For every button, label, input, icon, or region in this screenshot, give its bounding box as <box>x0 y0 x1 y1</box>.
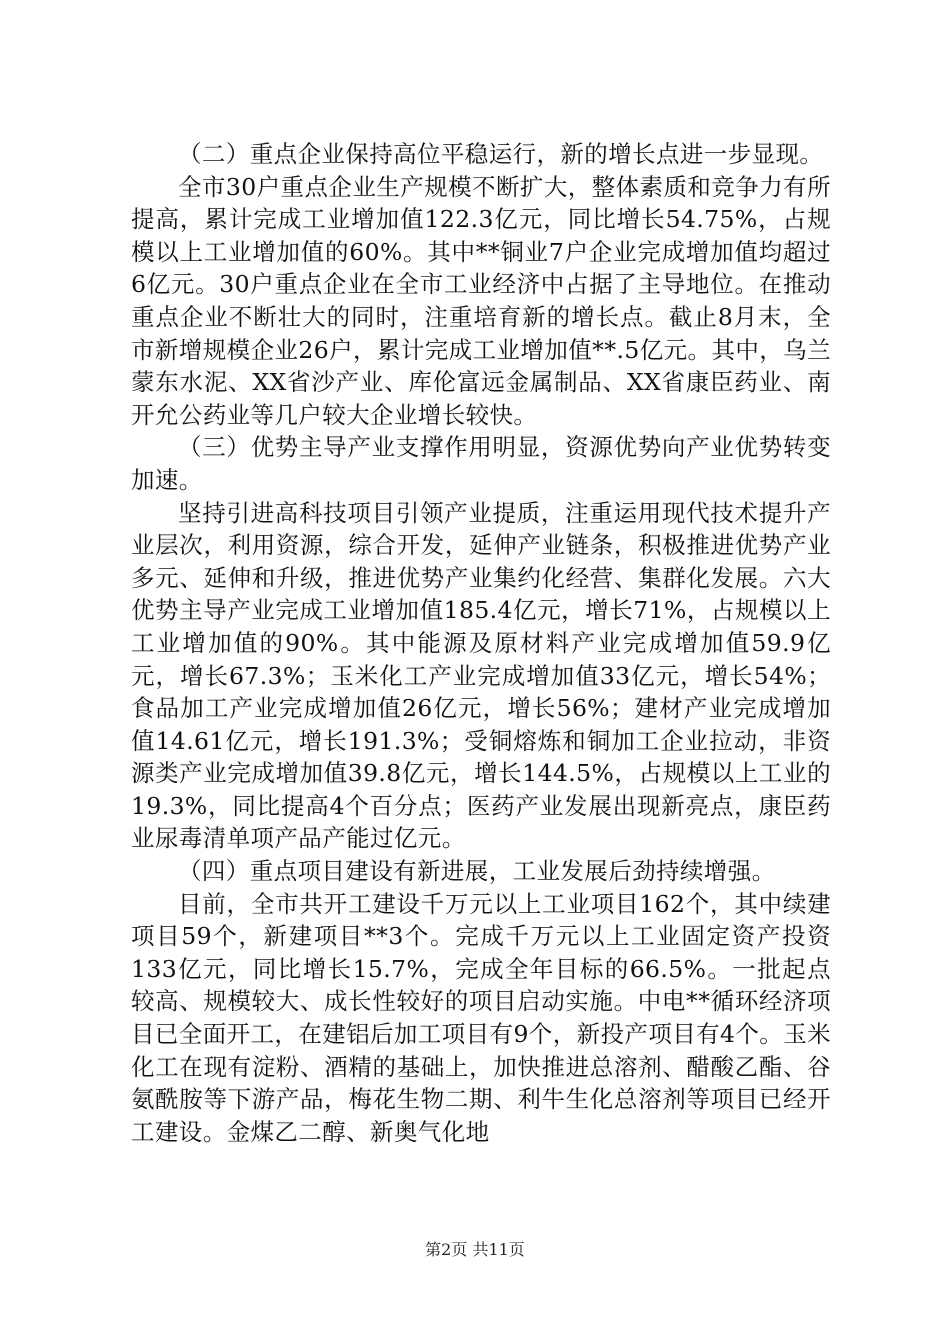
page-footer <box>0 1240 950 1260</box>
body-paragraph-leading-industries: 坚持引进高科技项目引领产业提质，注重运用现代技术提升产业层次，利用资源，综合开发，延伸产业链条，积极推进优势产业多元、延伸和升级，推进优势产业集约化经营、集群化发展。六大优势主导产业完成工业增加值185.4亿元，增长71%，占规模以上工业增加值的90%。其中能源及原材料产业完成增加值59.9亿元，增长67.3%；玉米化工产业完成增加值33亿元，增长54%；食品加工产业完成增加值26亿元，增长56%；建材产业完成增加值14.61亿元，增长191.3%；受铜熔炼和铜加工企业拉动，非资源类产业完成增加值39.8亿元，增长144.5%，占规模以上工业的19.3%，同比提高4个百分点；医药产业发展出现新亮点，康臣药业尿毒清单项产品产能过亿元。 <box>131 498 831 853</box>
section-heading-3: （三）优势主导产业支撑作用明显，资源优势向产业优势转变加速。 <box>131 433 831 494</box>
body-paragraph-key-enterprises: 全市30户重点企业生产规模不断扩大，整体素质和竞争力有所提高，累计完成工业增加值122.3亿元，同比增长54.75%，占规模以上工业增加值的60%。其中**铜业7户企业完成增加值均超过6亿元。30户重点企业在全市工业经济中占据了主导地位。在推动重点企业不断壮大的同时，注重培育新的增长点。截止8月末，全市新增规模企业26户，累计完成工业增加值**.5亿元。其中，乌兰蒙东水泥、XX省沙产业、库伦富远金属制品、XX省康臣药业、南开允公药业等几户较大企业增长较快。 <box>131 172 831 429</box>
body-paragraph-key-projects: 目前，全市共开工建设千万元以上工业项目162个，其中续建项目59个，新建项目**3个。完成千万元以上工业固定资产投资133亿元，同比增长15.7%，完成全年目标的66.5%。一批起点较高、规模较大、成长性较好的项目启动实施。中电**循环经济项目已全面开工，在建铝后加工项目有9个，新投产项目有4个。玉米化工在现有淀粉、酒精的基础上，加快推进总溶剂、醋酸乙酯、谷氨酰胺等下游产品，梅花生物二期、利牛生化总溶剂等项目已经开工建设。金煤乙二醇、新奥气化地 <box>131 889 831 1146</box>
document-body <box>131 138 831 1148</box>
section-heading-4: （四）重点项目建设有新进展，工业发展后劲持续增强。 <box>178 857 776 886</box>
page-number-label: 第2页 共11页 <box>425 1240 525 1259</box>
section-heading-2: （二）重点企业保持高位平稳运行，新的增长点进一步显现。 <box>178 140 824 168</box>
